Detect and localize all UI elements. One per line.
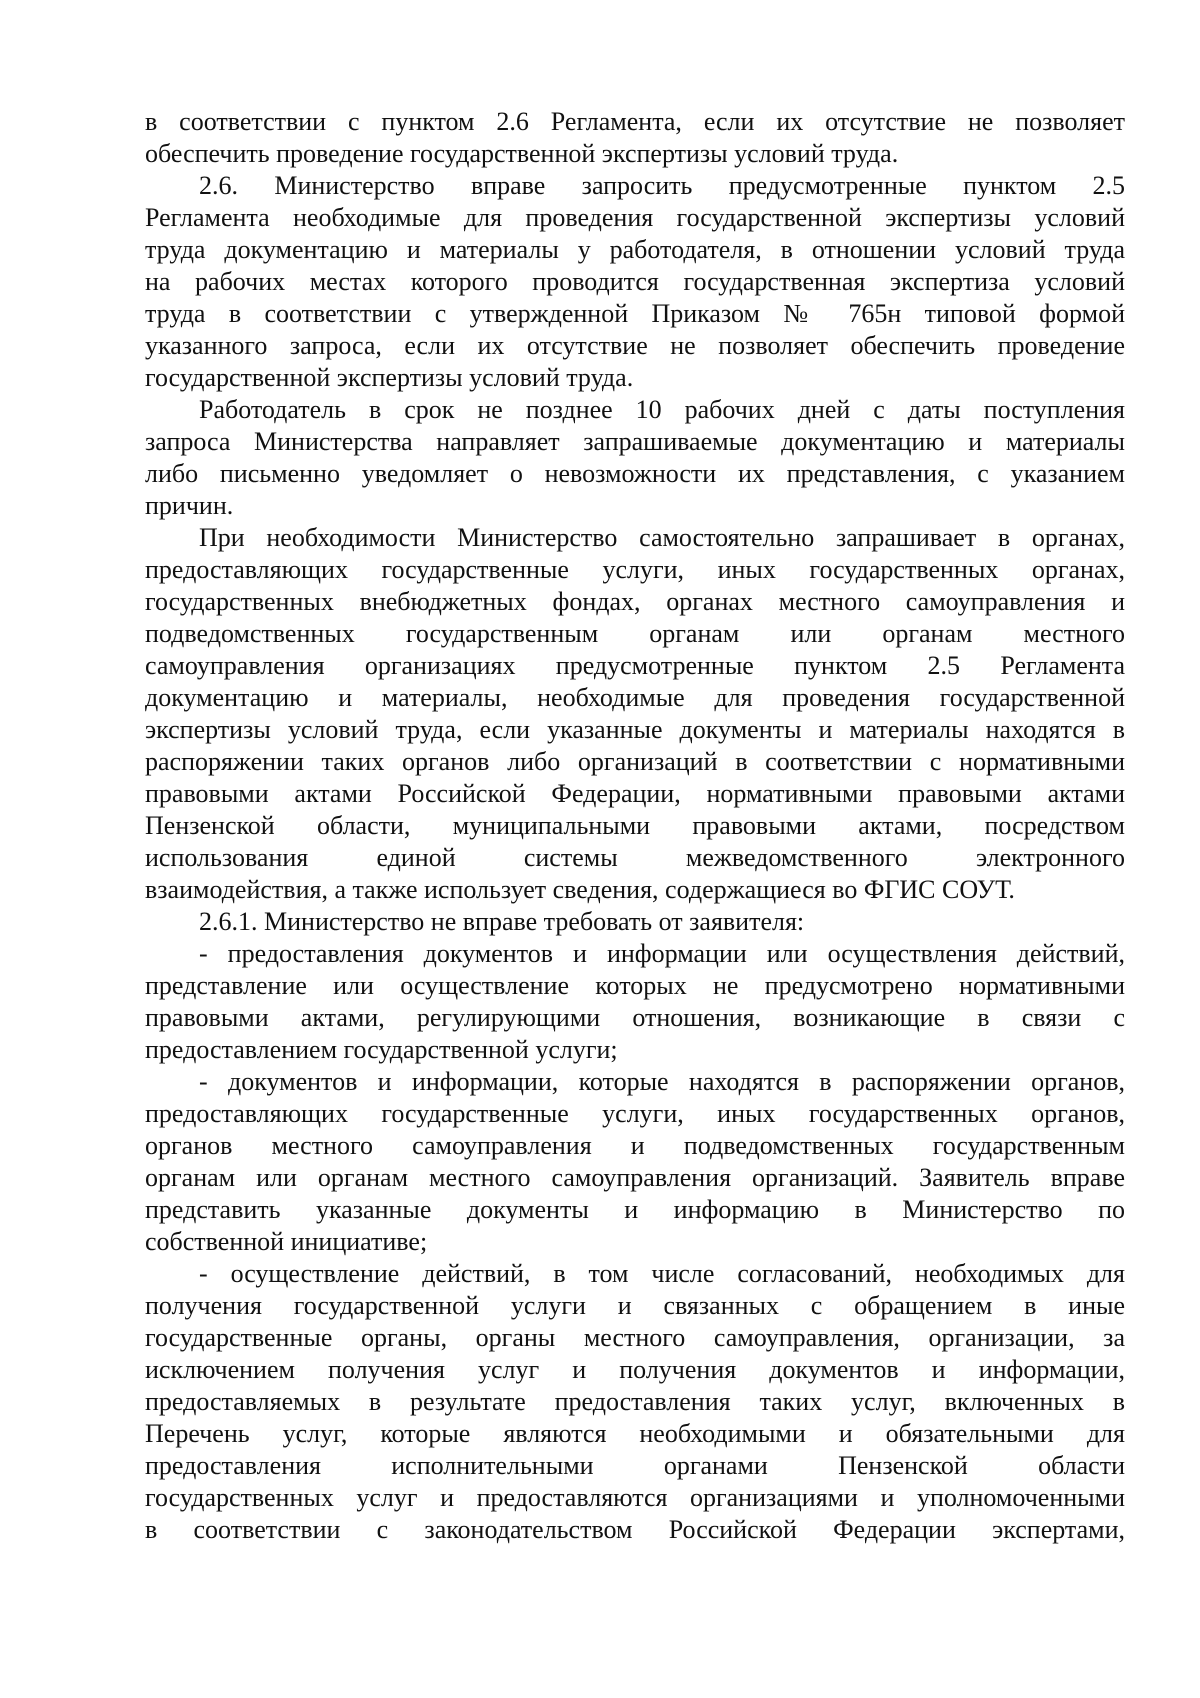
text-line: на рабочих местах которого проводится государственная экспертиза условий — [145, 267, 1125, 296]
text-line: обеспечить проведение государственной экспертизы условий труда. — [145, 139, 899, 168]
text-line: 2.6. Министерство вправе запросить предусмотренные пунктом 2.5 — [199, 171, 1125, 200]
text-line: 2.6.1. Министерство не вправе требовать от заявителя: — [199, 907, 805, 936]
text-line: При необходимости Министерство самостоятельно запрашивает в органах, — [199, 523, 1125, 552]
text-line: предоставляемых в результате предоставления таких услуг, включенных в — [145, 1387, 1125, 1416]
text-line: предоставления исполнительными органами Пензенской области — [145, 1451, 1125, 1480]
text-line: подведомственных государственным органам или органам местного — [145, 619, 1125, 648]
text-line: органам или органам местного самоуправления организаций. Заявитель вправе — [145, 1163, 1125, 1192]
text-line: документацию и материалы, необходимые для проведения государственной — [145, 683, 1125, 712]
text-line: представить указанные документы и информацию в Министерство по — [145, 1195, 1125, 1224]
text-line: - документов и информации, которые находятся в распоряжении органов, — [199, 1067, 1125, 1096]
text-line: указанного запроса, если их отсутствие не позволяет обеспечить проведение — [145, 331, 1125, 360]
text-line: исключением получения услуг и получения документов и информации, — [145, 1355, 1125, 1384]
text-line: в соответствии с законодательством Российской Федерации экспертами, — [145, 1515, 1125, 1544]
text-line: - осуществление действий, в том числе согласований, необходимых для — [199, 1259, 1125, 1288]
text-line: государственные органы, органы местного самоуправления, организации, за — [145, 1323, 1125, 1352]
text-line: государственных услуг и предоставляются организациями и уполномоченными — [145, 1483, 1125, 1512]
text-line: запроса Министерства направляет запрашиваемые документацию и материалы — [145, 427, 1125, 456]
text-line: правовыми актами, регулирующими отношения, возникающие в связи с — [145, 1003, 1125, 1032]
text-line: использования единой системы межведомственного электронного — [145, 843, 1125, 872]
text-line: Работодатель в срок не позднее 10 рабочих дней с даты поступления — [199, 395, 1125, 424]
text-line: причин. — [145, 491, 234, 520]
text-line: органов местного самоуправления и подведомственных государственным — [145, 1131, 1125, 1160]
text-line: предоставлением государственной услуги; — [145, 1035, 618, 1064]
text-line: представление или осуществление которых не предусмотрено нормативными — [145, 971, 1125, 1000]
text-line: экспертизы условий труда, если указанные документы и материалы находятся в — [145, 715, 1125, 744]
text-line: предоставляющих государственные услуги, иных государственных органах, — [145, 555, 1125, 584]
text-line: - предоставления документов и информации или осуществления действий, — [199, 939, 1125, 968]
text-line: собственной инициативе; — [145, 1227, 428, 1256]
text-line: самоуправления организациях предусмотренные пунктом 2.5 Регламента — [145, 651, 1125, 680]
text-line: труда документацию и материалы у работодателя, в отношении условий труда — [145, 235, 1125, 264]
text-line: либо письменно уведомляет о невозможности их представления, с указанием — [145, 459, 1125, 488]
text-line: в соответствии с пунктом 2.6 Регламента, если их отсутствие не позволяет — [145, 107, 1125, 136]
text-line: взаимодействия, а также использует сведения, содержащиеся во ФГИС СОУТ. — [145, 875, 1015, 904]
text-line: Перечень услуг, которые являются необходимыми и обязательными для — [145, 1419, 1125, 1448]
text-line: государственной экспертизы условий труда. — [145, 363, 634, 392]
text-line: правовыми актами Российской Федерации, нормативными правовыми актами — [145, 779, 1125, 808]
text-line: государственных внебюджетных фондах, органах местного самоуправления и — [145, 587, 1125, 616]
text-line: получения государственной услуги и связанных с обращением в иные — [145, 1291, 1125, 1320]
text-line: распоряжении таких органов либо организаций в соответствии с нормативными — [145, 747, 1125, 776]
text-line: Пензенской области, муниципальными правовыми актами, посредством — [145, 811, 1125, 840]
text-line: предоставляющих государственные услуги, иных государственных органов, — [145, 1099, 1125, 1128]
text-line: Регламента необходимые для проведения государственной экспертизы условий — [145, 203, 1125, 232]
text-line: труда в соответствии с утвержденной Приказом № 765н типовой формой — [145, 299, 1125, 328]
